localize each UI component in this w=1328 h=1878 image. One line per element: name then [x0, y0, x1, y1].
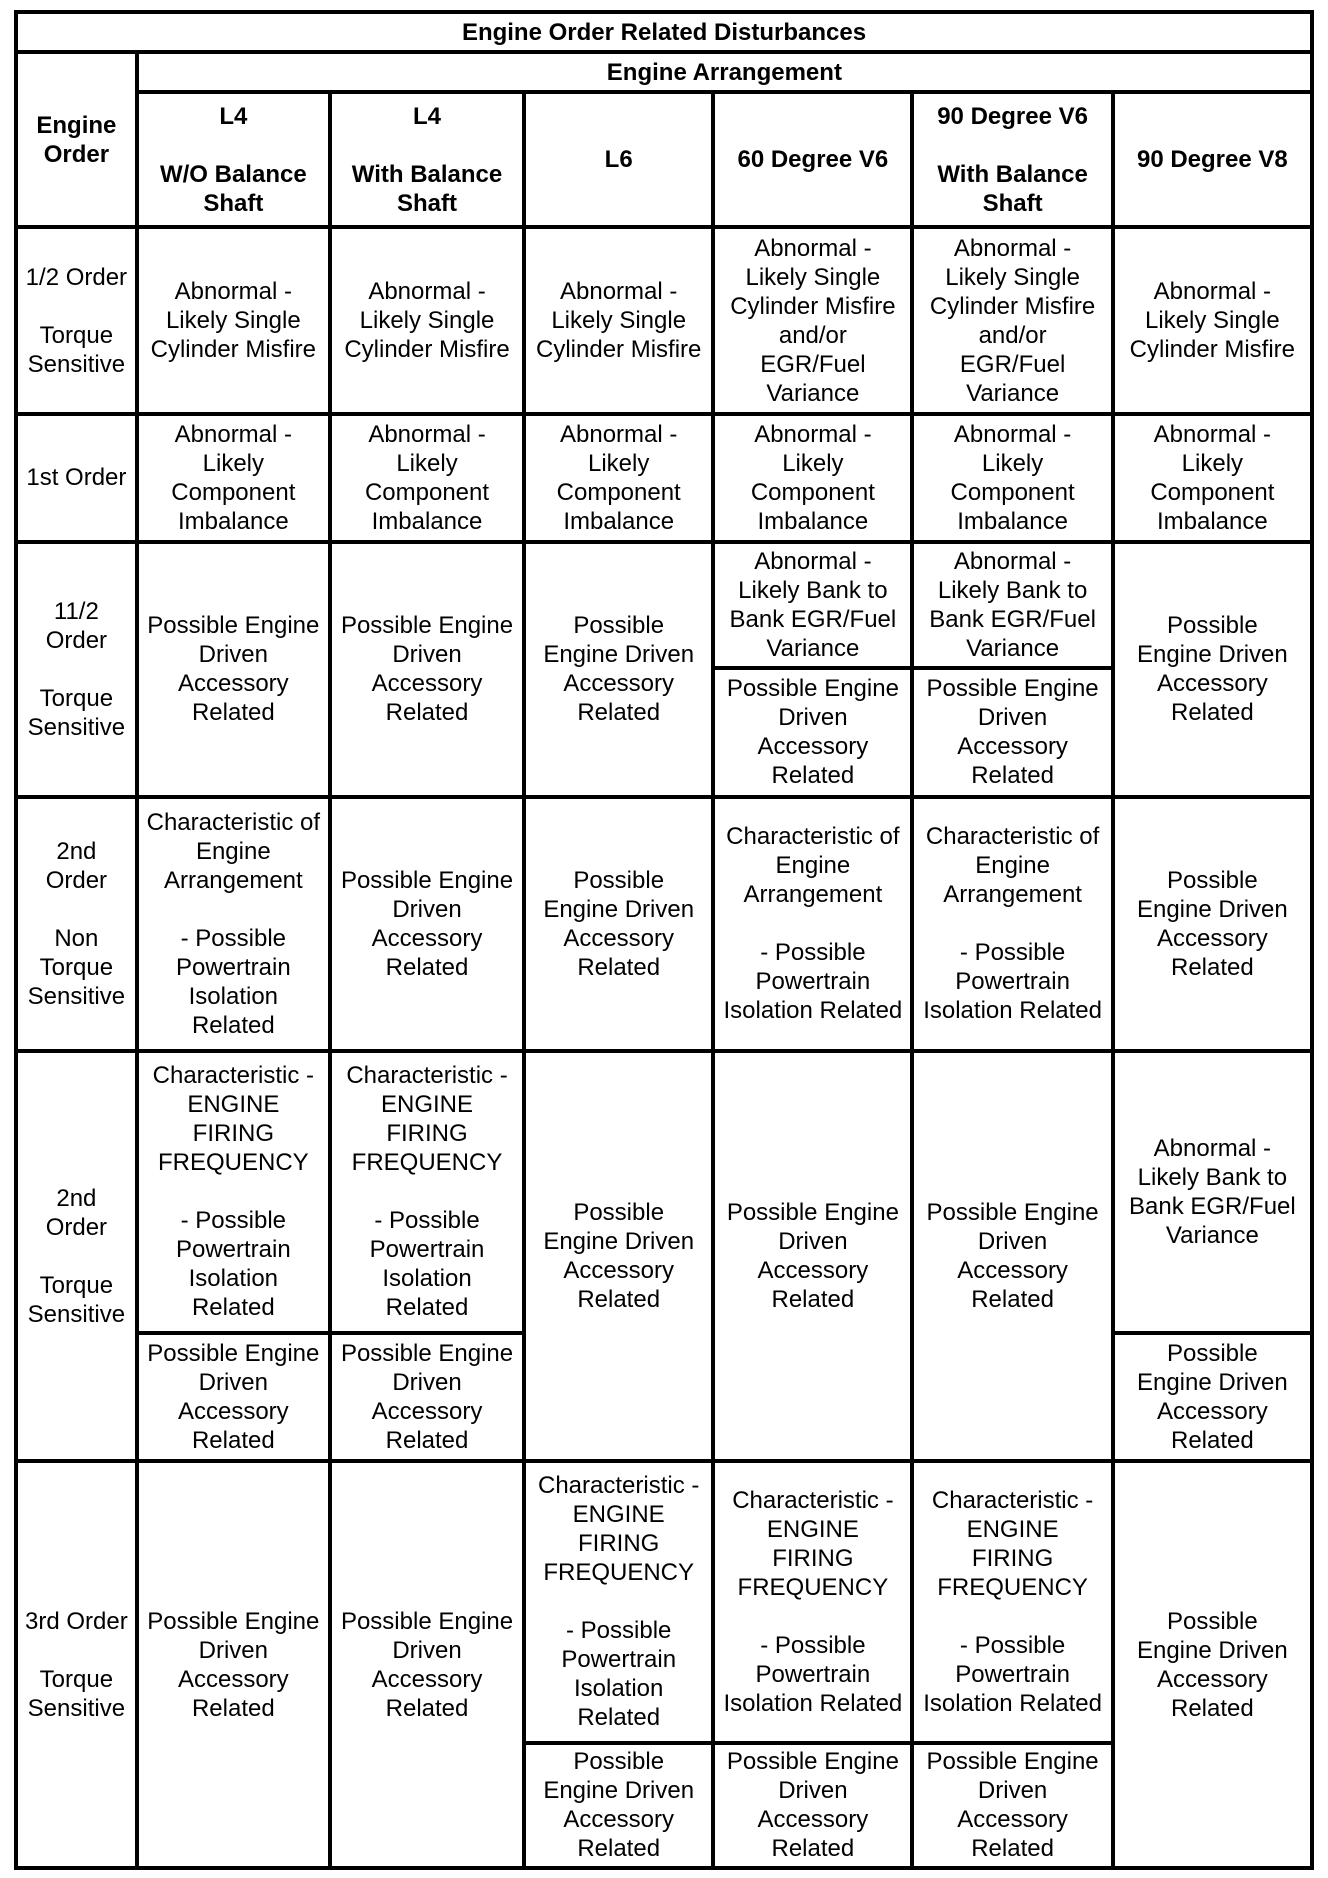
table-cell: Characteristic - ENGINE FIRING FREQUENCY - Possible Powertrain Isolation Related: [524, 1461, 713, 1743]
table-cell: Abnormal - Likely Bank to Bank EGR/Fuel Variance: [912, 542, 1112, 668]
table-cell: Characteristic of Engine Arrangement - Possible Powertrain Isolation Related: [912, 797, 1112, 1052]
table-cell: Characteristic - ENGINE FIRING FREQUENCY - Possible Powertrain Isolation Related: [137, 1051, 330, 1333]
table-cell: Possible Engine Driven Accessory Related: [1113, 1461, 1312, 1868]
table-cell: Abnormal - Likely Component Imbalance: [713, 414, 912, 542]
row-label-half-order: 1/2 Order Torque Sensitive: [16, 227, 137, 413]
table-cell: Possible Engine Driven Accessory Related: [1113, 542, 1312, 797]
table-cell: Abnormal - Likely Component Imbalance: [330, 414, 524, 542]
table-cell: Possible Engine Driven Accessory Related: [330, 542, 524, 797]
table-cell: Abnormal - Likely Single Cylinder Misfire and/or EGR/Fuel Variance: [912, 227, 1112, 413]
table-cell: Possible Engine Driven Accessory Related: [1113, 1333, 1312, 1461]
table-cell: Characteristic - ENGINE FIRING FREQUENCY - Possible Powertrain Isolation Related: [330, 1051, 524, 1333]
engine-arrangement-header: Engine Arrangement: [137, 52, 1312, 92]
table-title: Engine Order Related Disturbances: [16, 12, 1312, 52]
table-cell: Possible Engine Driven Accessory Related: [330, 1333, 524, 1461]
table-row-second-order-non-torque: [16, 797, 1312, 1052]
column-header-90-degree-v6: 90 Degree V6 With Balance Shaft: [912, 92, 1112, 227]
table-cell: Characteristic of Engine Arrangement - Possible Powertrain Isolation Related: [137, 797, 330, 1052]
table-cell: Possible Engine Driven Accessory Related: [713, 668, 912, 796]
column-header-60-degree-v6: 60 Degree V6: [713, 92, 912, 227]
table-cell: Possible Engine Driven Accessory Related: [137, 1333, 330, 1461]
table-cell: Possible Engine Driven Accessory Related: [137, 542, 330, 797]
table-cell: Possible Engine Driven Accessory Related: [330, 797, 524, 1052]
table-cell: Possible Engine Driven Accessory Related: [330, 1461, 524, 1868]
table-cell: Abnormal - Likely Single Cylinder Misfire: [524, 227, 713, 413]
table-row-first-order: [16, 414, 1312, 542]
table-cell: Possible Engine Driven Accessory Related: [912, 668, 1112, 796]
column-header-l4-with-balance: L4 With Balance Shaft: [330, 92, 524, 227]
column-header-90-degree-v8: 90 Degree V8: [1113, 92, 1312, 227]
row-label-second-order-torque: 2nd Order Torque Sensitive: [16, 1051, 137, 1461]
table-cell: Possible Engine Driven Accessory Related: [137, 1461, 330, 1868]
table-cell: Possible Engine Driven Accessory Related: [713, 1051, 912, 1461]
table-cell: Possible Engine Driven Accessory Related: [912, 1743, 1112, 1868]
row-label-first-order: 1st Order: [16, 414, 137, 542]
engine-order-table: [14, 10, 1314, 1870]
table-cell: Abnormal - Likely Component Imbalance: [524, 414, 713, 542]
row-label-one-half-order: 11/2 Order Torque Sensitive: [16, 542, 137, 797]
table-cell: Abnormal - Likely Single Cylinder Misfire: [330, 227, 524, 413]
column-header-l4-wo-balance: L4 W/O Balance Shaft: [137, 92, 330, 227]
table-cell: Abnormal - Likely Bank to Bank EGR/Fuel Variance: [1113, 1051, 1312, 1333]
table-cell: Abnormal - Likely Component Imbalance: [1113, 414, 1312, 542]
column-header-l6: L6: [524, 92, 713, 227]
table-cell: Abnormal - Likely Single Cylinder Misfire: [137, 227, 330, 413]
table-cell: Abnormal - Likely Component Imbalance: [912, 414, 1112, 542]
table-row-second-order-torque: [16, 1051, 1312, 1333]
table-cell: Possible Engine Driven Accessory Related: [1113, 797, 1312, 1052]
table-row-third-order: [16, 1461, 1312, 1743]
table-cell: Possible Engine Driven Accessory Related: [524, 1743, 713, 1868]
table-cell: Abnormal - Likely Component Imbalance: [137, 414, 330, 542]
table-cell: Characteristic - ENGINE FIRING FREQUENCY - Possible Powertrain Isolation Related: [713, 1461, 912, 1743]
table-cell: Possible Engine Driven Accessory Related: [524, 542, 713, 797]
table-cell: Characteristic of Engine Arrangement - Possible Powertrain Isolation Related: [713, 797, 912, 1052]
table-cell: Abnormal - Likely Bank to Bank EGR/Fuel Variance: [713, 542, 912, 668]
table-row-half-order: [16, 227, 1312, 413]
table-cell: Abnormal - Likely Single Cylinder Misfire: [1113, 227, 1312, 413]
table-cell: Characteristic - ENGINE FIRING FREQUENCY - Possible Powertrain Isolation Related: [912, 1461, 1112, 1743]
table-cell: Possible Engine Driven Accessory Related: [524, 1051, 713, 1461]
row-label-second-order-non-torque: 2nd Order Non Torque Sensitive: [16, 797, 137, 1052]
table-cell: Possible Engine Driven Accessory Related: [713, 1743, 912, 1868]
table-cell: Possible Engine Driven Accessory Related: [912, 1051, 1112, 1461]
engine-order-header: Engine Order: [16, 52, 137, 227]
row-label-third-order: 3rd Order Torque Sensitive: [16, 1461, 137, 1868]
table-cell: Possible Engine Driven Accessory Related: [524, 797, 713, 1052]
table-cell: Abnormal - Likely Single Cylinder Misfire and/or EGR/Fuel Variance: [713, 227, 912, 413]
table-row-one-half-order: [16, 542, 1312, 668]
